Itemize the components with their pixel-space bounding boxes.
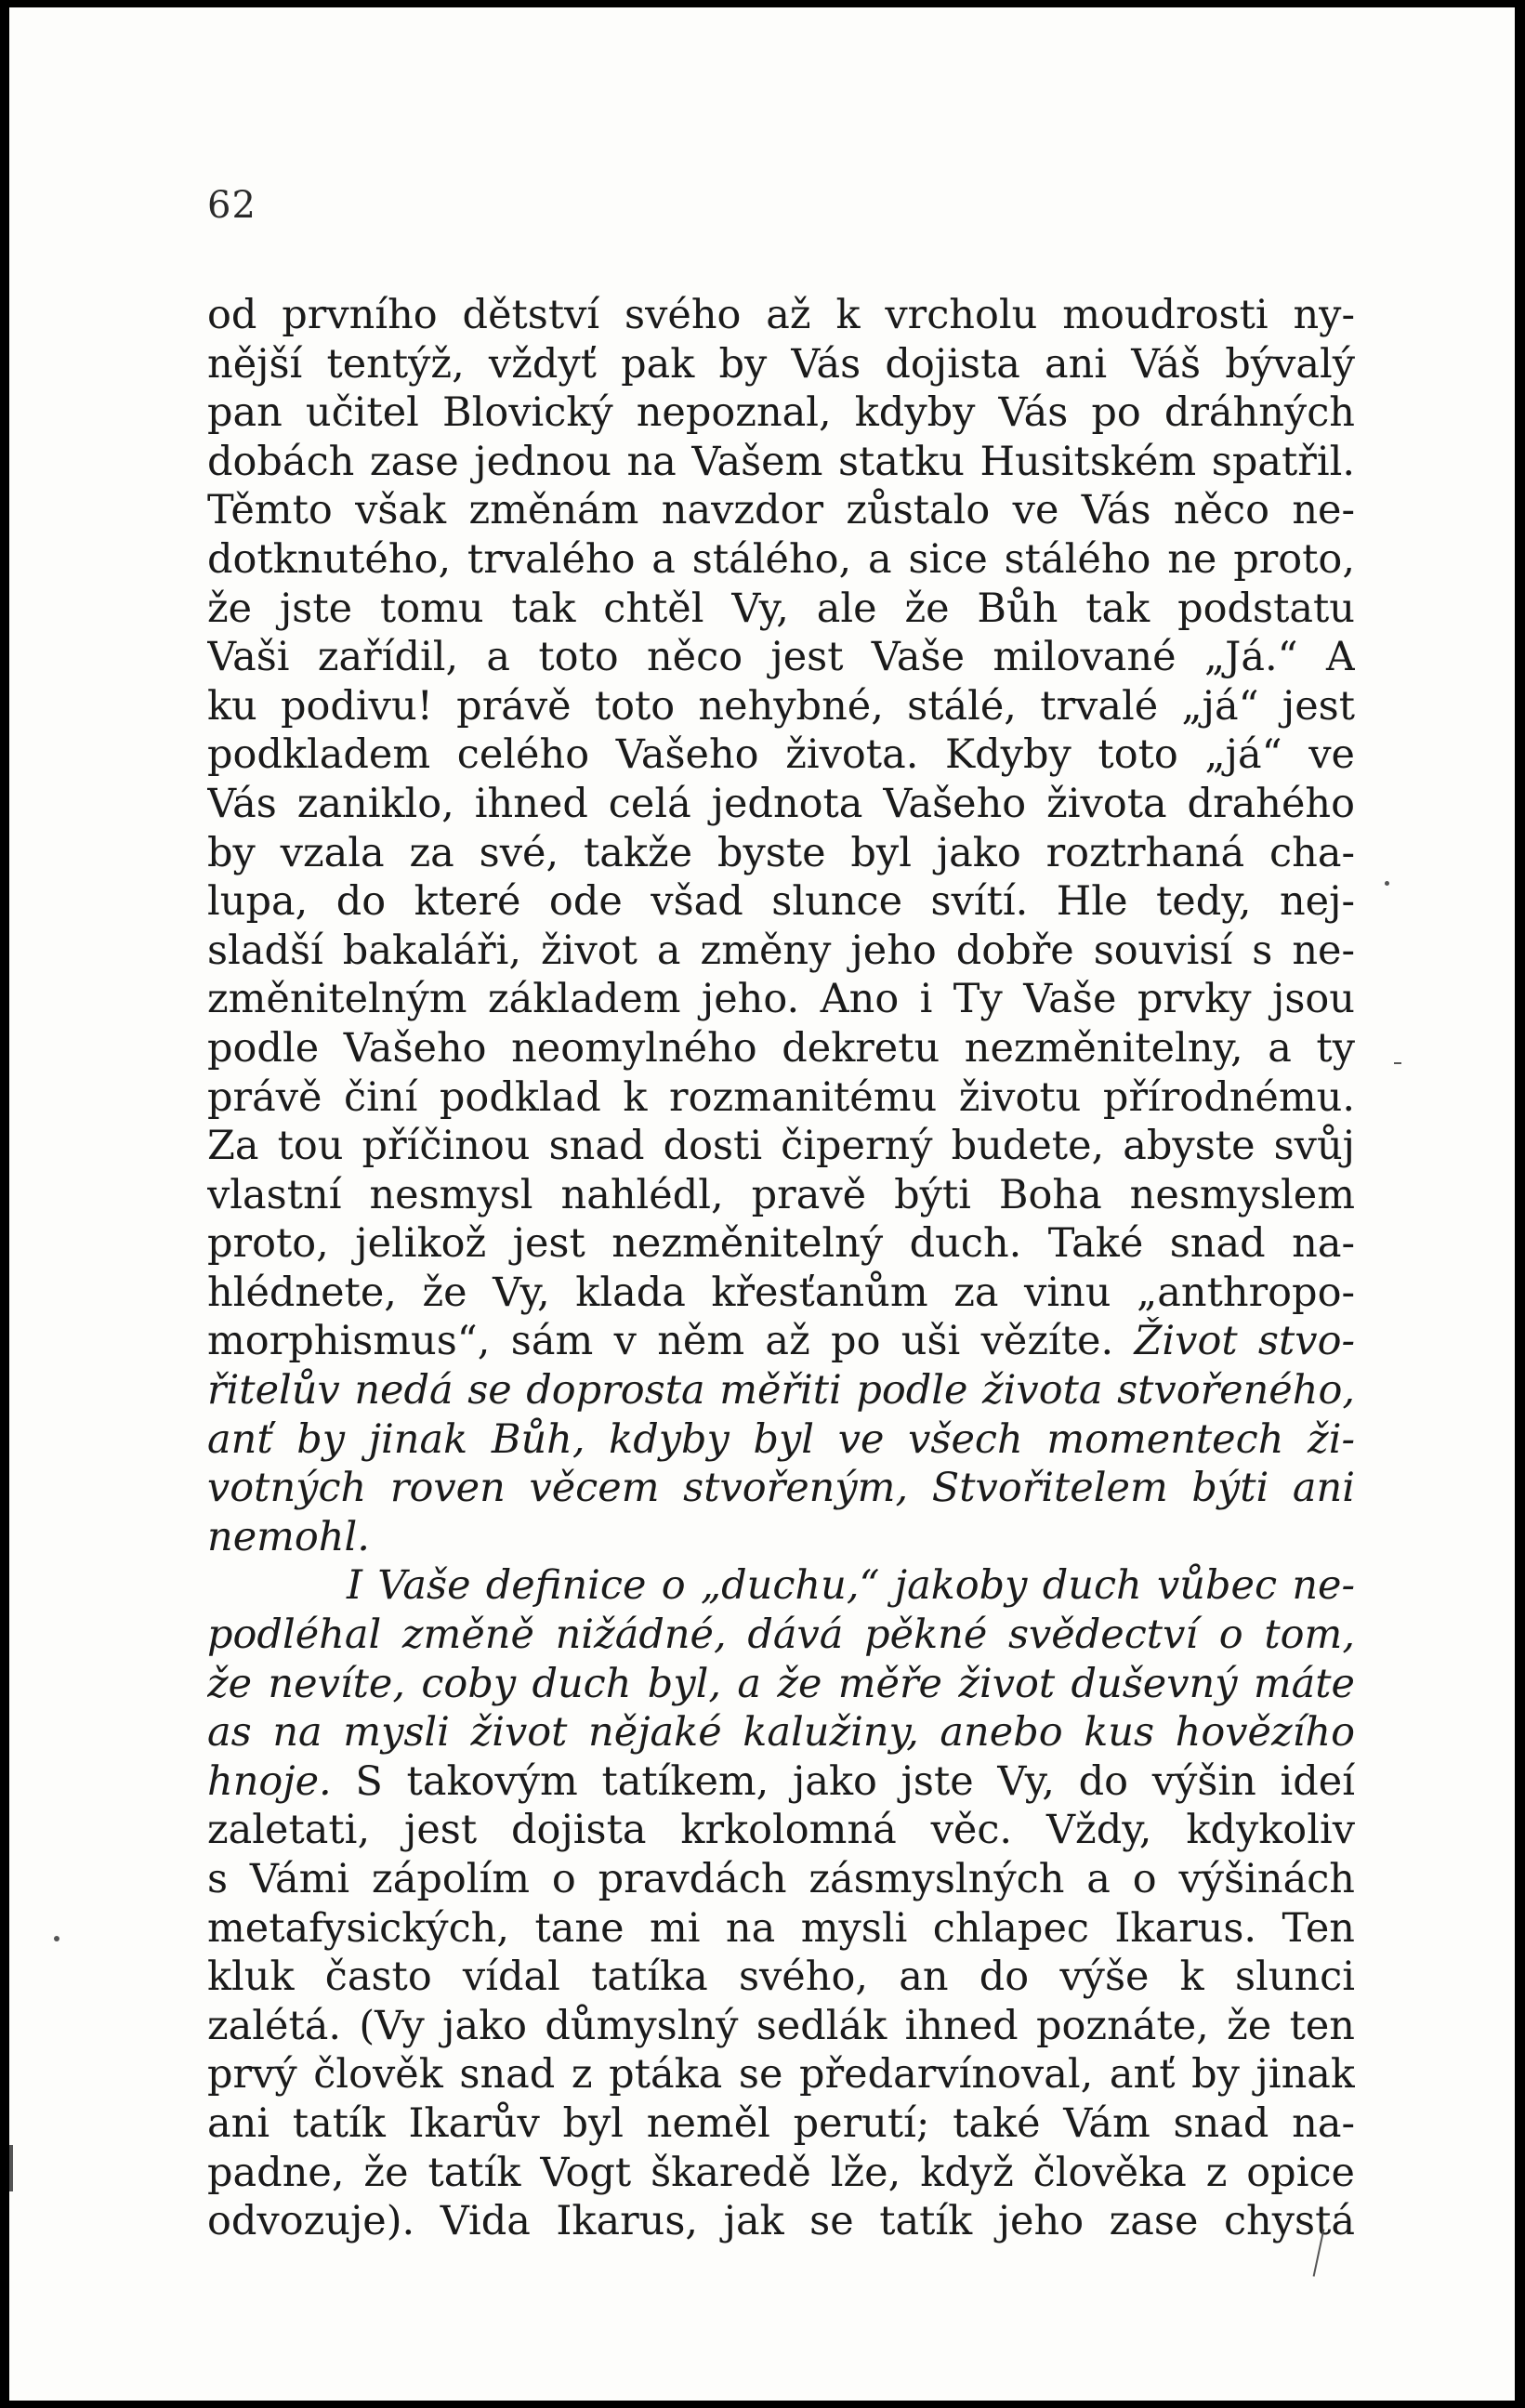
text-segment: proto, jelikož jest nezměnitelný duch. Také snad na- — [207, 1220, 1355, 1268]
text-line — [207, 291, 1355, 340]
text-line — [207, 1171, 1355, 1220]
text-line — [207, 1024, 1355, 1073]
text-line — [207, 2002, 1355, 2051]
text-line — [207, 682, 1355, 731]
text-segment: ani tatík Ikarův byl neměl perutí; také Vám snad na- — [207, 2099, 1355, 2147]
text-segment: zaletati, jest dojista krkolomná věc. Vždy, kdykoliv — [207, 1807, 1355, 1854]
text-segment: S takovým tatíkem, jako jste Vy, do výšin ideí — [331, 1757, 1355, 1805]
text-line — [207, 780, 1355, 829]
italic-text: nemohl. — [207, 1513, 370, 1560]
text-segment: Za tou příčinou snad dosti čiperný budete, abyste svůj — [207, 1123, 1355, 1170]
text-line — [207, 927, 1355, 976]
text-segment: dotknutého, trvalého a stálého, a sice stálého ne proto, — [207, 535, 1355, 583]
text-segment: pan učitel Blovický nepoznal, kdyby Vás po dráhných — [207, 389, 1355, 437]
text-segment: podkladem celého Vašeho života. Kdyby toto „já“ ve — [207, 731, 1355, 779]
text-segment: Vaši zařídil, a toto něco jest Vaše milované „Já.“ A — [207, 634, 1355, 681]
text-line — [207, 388, 1355, 438]
text-segment: vlastní nesmysl nahlédl, pravě býti Boha nesmyslem — [207, 1171, 1355, 1218]
text-segment: zalétá. (Vy jako důmyslný sedlák ihned poznáte, že ten — [207, 2002, 1355, 2049]
text-segment: kluk často vídal tatíka svého, an do výše k slunci — [207, 1954, 1355, 2001]
italic-text: anť by jinak Bůh, kdyby byl ve všech momentech ži- — [207, 1415, 1355, 1463]
text-segment: metafysických, tane mi na mysli chlapec Ikarus. Ten — [207, 1904, 1355, 1952]
text-line — [207, 438, 1355, 487]
text-segment: změnitelným základem jeho. Ano i Ty Vaše prvky jsou — [207, 976, 1355, 1023]
text-line — [207, 535, 1355, 585]
text-segment: s Vámi zápolím o pravdách zásmyslných a o výšinách — [207, 1856, 1355, 1902]
italic-text: votných roven věcem stvořeným, Stvořitelem býti ani — [207, 1465, 1355, 1512]
text-line — [207, 585, 1355, 634]
text-line — [207, 975, 1355, 1024]
text-segment: lupa, do které ode všad slunce svítí. Hle tedy, nej- — [207, 878, 1355, 926]
text-segment: nější tentýž, vždyť pak by Vás dojista ani Váš bývalý — [207, 340, 1355, 388]
text-line — [207, 1806, 1355, 1855]
text-line — [207, 2197, 1355, 2246]
text-line — [207, 1464, 1355, 1513]
text-line — [207, 1366, 1355, 1415]
text-segment: že jste tomu tak chtěl Vy, ale že Bůh tak podstatu — [207, 585, 1355, 632]
text-segment: Těmto však změnám navzdor zůstalo ve Vás něco ne- — [207, 487, 1355, 534]
text-line — [207, 1317, 1355, 1366]
text-line — [207, 730, 1355, 780]
italic-text: řitelův nedá se doprosta měřiti podle života stvořeného, — [207, 1367, 1355, 1415]
text-line — [207, 1757, 1355, 1807]
italic-text: hnoje. — [207, 1757, 332, 1805]
text-line — [207, 2149, 1355, 2198]
text-segment: padne, že tatík Vogt škaredě lže, když člověka z opice — [207, 2149, 1355, 2196]
text-line — [207, 877, 1355, 927]
text-line — [207, 1122, 1355, 1171]
text-line — [207, 1611, 1355, 1660]
body-text — [207, 291, 1355, 2246]
text-line — [207, 340, 1355, 389]
text-segment: od prvního dětství svého až k vrcholu moudrosti ny- — [207, 292, 1355, 338]
text-segment: dobách zase jednou na Vašem statku Husitském spatřil. — [207, 438, 1355, 485]
text-line — [207, 1415, 1355, 1465]
text-segment: ku podivu! právě toto nehybné, stálé, trvalé „já“ jest — [207, 682, 1355, 730]
text-segment: Vás zaniklo, ihned celá jednota Vašeho života drahého — [207, 780, 1355, 827]
text-line — [207, 1513, 1355, 1562]
text-line — [207, 1073, 1355, 1123]
italic-text: Život stvo- — [1134, 1318, 1355, 1365]
text-line — [207, 1269, 1355, 1318]
text-segment: hlédnete, že Vy, klada křesťanům za vinu „anthropo- — [207, 1269, 1355, 1316]
text-segment: odvozuje). Vida Ikarus, jak se tatík jeho zase chystá — [207, 2198, 1355, 2245]
text-line — [207, 2050, 1355, 2099]
text-segment: prvý člověk snad z ptáka se předarvínoval, anť by jinak — [207, 2051, 1355, 2099]
text-line — [207, 829, 1355, 878]
text-segment: by vzala za své, takže byste byl jako roztrhaná cha- — [207, 829, 1355, 876]
text-segment: právě činí podklad k rozmanitému životu přírodnému. — [207, 1073, 1355, 1121]
text-line — [207, 1660, 1355, 1709]
text-line — [207, 2099, 1355, 2149]
text-segment: podle Vašeho neomylného dekretu nezměnitelny, a ty — [207, 1024, 1355, 1072]
text-line — [207, 1561, 1355, 1611]
text-line — [207, 1708, 1355, 1757]
page-number: 62 — [207, 184, 256, 227]
text-line — [207, 633, 1355, 682]
italic-text: podléhal změně nižádné, dává pěkné svědectví o tom, — [207, 1612, 1355, 1659]
text-line — [207, 1219, 1355, 1269]
italic-text: že nevíte, coby duch byl, a že měře život duševný máte — [207, 1660, 1355, 1707]
italic-text: I Vaše definice o „duchu,“ jakoby duch vůbec ne- — [347, 1562, 1355, 1610]
italic-text: as na mysli život nějaké kalužiny, anebo kus hovězího — [207, 1709, 1355, 1757]
text-segment: morphismus“, sám v něm až po uši vězíte. — [207, 1318, 1135, 1365]
scanned-page — [9, 7, 1515, 2401]
text-line — [207, 1904, 1355, 1954]
scan-speck — [54, 1936, 59, 1941]
text-line — [207, 1855, 1355, 1904]
scan-speck — [1385, 881, 1389, 886]
scan-speck — [1394, 1062, 1401, 1064]
text-line — [207, 486, 1355, 535]
text-segment: sladší bakaláři, život a změny jeho dobře souvisí s ne- — [207, 927, 1355, 974]
scan-speck — [9, 2145, 13, 2191]
text-line — [207, 1953, 1355, 2002]
